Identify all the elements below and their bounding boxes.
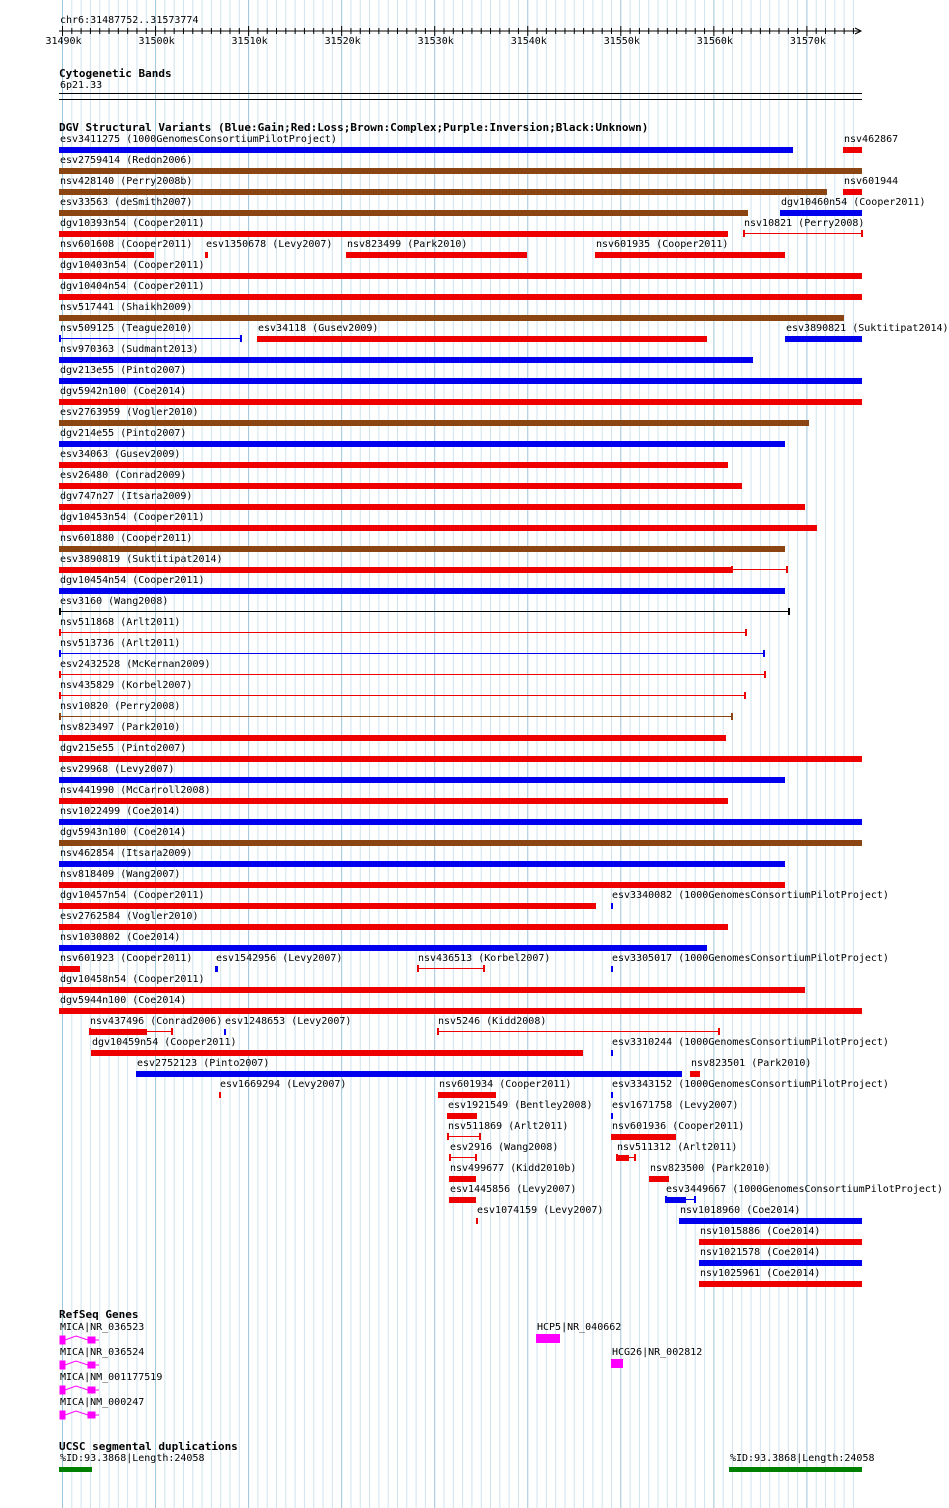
- ruler-tick-label: 31540k: [510, 36, 547, 47]
- variant-label: nsv1018960 (Coe2014): [680, 1205, 801, 1216]
- variant-line[interactable]: [59, 653, 764, 654]
- segdup-label: %ID:93.3868|Length:24058: [730, 1453, 875, 1464]
- cytoband-label: 6p21.33: [60, 80, 103, 91]
- variant-end-tick: [743, 230, 745, 237]
- gene-model[interactable]: [59, 1359, 104, 1371]
- variant-label: nsv437496 (Conrad2006): [90, 1016, 223, 1027]
- variant-label: dgv214e55 (Pinto2007): [60, 428, 187, 439]
- variant-label: esv1542956 (Levy2007): [216, 953, 343, 964]
- ruler-tick-label: 31560k: [696, 36, 733, 47]
- variant-label: nsv511868 (Arlt2011): [60, 617, 181, 628]
- variant-label: nsv823500 (Park2010): [650, 1163, 771, 1174]
- variant-end-tick: [665, 1196, 667, 1203]
- variant-bar[interactable]: [346, 252, 527, 258]
- variant-end-tick: [634, 1154, 636, 1161]
- cytoband-line-bottom: [59, 99, 862, 100]
- variant-label: esv3343152 (1000GenomesConsortiumPilotProject): [612, 1079, 889, 1090]
- variant-label: dgv10459n54 (Cooper2011): [92, 1037, 237, 1048]
- variant-label: nsv517441 (Shaikh2009): [60, 302, 193, 313]
- variant-bar[interactable]: [136, 1071, 682, 1077]
- variant-end-tick: [59, 713, 61, 720]
- variant-label: nsv509125 (Teague2010): [60, 323, 193, 334]
- ruler-tick-label: 31550k: [603, 36, 640, 47]
- variant-end-tick: [447, 1133, 449, 1140]
- gene-label: HCP5|NR_040662: [537, 1322, 622, 1333]
- ruler-tick-label: 31520k: [324, 36, 361, 47]
- position-ruler: [0, 0, 890, 60]
- variant-line[interactable]: [59, 632, 746, 633]
- cytoband-track-title: Cytogenetic Bands: [59, 67, 172, 80]
- gene-exon: [60, 1361, 65, 1369]
- variant-bar[interactable]: [59, 420, 809, 426]
- variant-bar[interactable]: [59, 189, 827, 195]
- variant-label: dgv215e55 (Pinto2007): [60, 743, 187, 754]
- variant-label: nsv511869 (Arlt2011): [448, 1121, 569, 1132]
- variant-bar[interactable]: [59, 252, 154, 258]
- variant-label: nsv511312 (Arlt2011): [617, 1142, 738, 1153]
- gene-intron: [65, 1361, 88, 1365]
- variant-label: nsv462854 (Itsara2009): [60, 848, 193, 859]
- gene-exon: [88, 1412, 91, 1418]
- ruler-tick-label: 31530k: [417, 36, 454, 47]
- gene-model[interactable]: [59, 1384, 104, 1396]
- ruler-tick-label: 31510k: [231, 36, 268, 47]
- variant-bar[interactable]: [91, 1050, 583, 1056]
- variant-label: esv2759414 (Redon2006): [60, 155, 193, 166]
- variant-line[interactable]: [449, 1157, 476, 1158]
- variant-bar[interactable]: [665, 1197, 686, 1203]
- variant-bar[interactable]: [59, 168, 862, 174]
- variant-bar[interactable]: [224, 1029, 226, 1035]
- variant-label: nsv601608 (Cooper2011): [60, 239, 193, 250]
- variant-bar[interactable]: [611, 903, 613, 909]
- variant-label: esv1350678 (Levy2007): [206, 239, 333, 250]
- variant-bar[interactable]: [438, 1092, 496, 1098]
- variant-line[interactable]: [59, 695, 745, 696]
- variant-bar[interactable]: [59, 756, 862, 762]
- variant-label: nsv823501 (Park2010): [691, 1058, 812, 1069]
- variant-bar[interactable]: [843, 147, 862, 153]
- variant-bar[interactable]: [59, 1008, 862, 1014]
- variant-bar[interactable]: [59, 399, 862, 405]
- variant-label: dgv213e55 (Pinto2007): [60, 365, 187, 376]
- locus-label: chr6:31487752..31573774: [60, 15, 199, 26]
- variant-label: esv3411275 (1000GenomesConsortiumPilotProject): [60, 134, 337, 145]
- variant-label: dgv10393n54 (Cooper2011): [60, 218, 205, 229]
- gene-exon[interactable]: [611, 1359, 623, 1368]
- variant-line[interactable]: [437, 1031, 719, 1032]
- variant-label: esv3160 (Wang2008): [60, 596, 169, 607]
- variant-bar[interactable]: [59, 777, 785, 783]
- ruler-tick-label: 31490k: [45, 36, 82, 47]
- variant-line[interactable]: [731, 569, 787, 570]
- variant-bar[interactable]: [611, 1092, 613, 1098]
- variant-bar[interactable]: [699, 1260, 862, 1266]
- variant-bar[interactable]: [59, 987, 805, 993]
- gene-exon: [60, 1411, 65, 1419]
- variant-label: nsv462867: [844, 134, 899, 145]
- gene-exon[interactable]: [536, 1334, 560, 1343]
- variant-label: esv1921549 (Bentley2008): [448, 1100, 593, 1111]
- variant-label: esv1248653 (Levy2007): [225, 1016, 352, 1027]
- variant-bar[interactable]: [59, 315, 844, 321]
- variant-bar[interactable]: [59, 483, 742, 489]
- variant-label: nsv601944: [844, 176, 899, 187]
- variant-bar[interactable]: [690, 1071, 700, 1077]
- variant-end-tick: [59, 629, 61, 636]
- variant-label: nsv428140 (Perry2008b): [60, 176, 193, 187]
- variant-label: esv34118 (Gusev2009): [258, 323, 379, 334]
- variant-label: nsv1021578 (Coe2014): [700, 1247, 821, 1258]
- segdup-bar[interactable]: [59, 1467, 92, 1472]
- variant-bar[interactable]: [257, 336, 707, 342]
- variant-line[interactable]: [417, 968, 484, 969]
- variant-bar[interactable]: [59, 231, 728, 237]
- gene-exon: [88, 1337, 91, 1343]
- variant-bar[interactable]: [699, 1239, 862, 1245]
- variant-label: nsv5246 (Kidd2008): [438, 1016, 547, 1027]
- variant-label: esv3890821 (Suktitipat2014): [786, 323, 949, 334]
- variant-label: dgv10454n54 (Cooper2011): [60, 575, 205, 586]
- ruler-tick-label: 31500k: [138, 36, 175, 47]
- gene-exon: [92, 1362, 95, 1368]
- variant-label: nsv601935 (Cooper2011): [596, 239, 729, 250]
- variant-bar[interactable]: [59, 210, 748, 216]
- variant-bar[interactable]: [59, 441, 785, 447]
- variant-label: dgv10404n54 (Cooper2011): [60, 281, 205, 292]
- variant-bar[interactable]: [780, 210, 862, 216]
- variant-end-tick: [475, 1154, 477, 1161]
- variant-label: nsv1030802 (Coe2014): [60, 932, 181, 943]
- variant-label: esv2762584 (Vogler2010): [60, 911, 199, 922]
- variant-bar[interactable]: [611, 1113, 613, 1119]
- variant-bar[interactable]: [59, 294, 862, 300]
- variant-bar[interactable]: [59, 504, 805, 510]
- variant-bar[interactable]: [59, 357, 753, 363]
- variant-label: dgv5942n100 (Coe2014): [60, 386, 187, 397]
- variant-end-tick: [731, 566, 733, 573]
- variant-end-tick: [731, 713, 733, 720]
- variant-bar[interactable]: [59, 462, 728, 468]
- variant-bar[interactable]: [59, 378, 862, 384]
- variant-bar[interactable]: [59, 819, 862, 825]
- variant-bar[interactable]: [215, 966, 218, 972]
- variant-bar[interactable]: [59, 273, 862, 279]
- variant-label: nsv436513 (Korbel2007): [418, 953, 551, 964]
- variant-label: esv2432528 (McKernan2009): [60, 659, 211, 670]
- variant-bar[interactable]: [449, 1197, 476, 1203]
- variant-label: esv34063 (Gusev2009): [60, 449, 181, 460]
- variant-end-tick: [861, 230, 863, 237]
- variant-label: dgv10457n54 (Cooper2011): [60, 890, 205, 901]
- variant-bar[interactable]: [59, 861, 785, 867]
- ruler-axis: [0, 0, 890, 60]
- variant-bar[interactable]: [205, 252, 208, 258]
- variant-bar[interactable]: [449, 1176, 476, 1182]
- variant-label: esv3449667 (1000GenomesConsortiumPilotProject): [666, 1184, 943, 1195]
- gene-intron: [65, 1386, 88, 1390]
- variant-bar[interactable]: [649, 1176, 669, 1182]
- variant-bar[interactable]: [59, 903, 596, 909]
- variant-label: esv26480 (Conrad2009): [60, 470, 187, 481]
- variant-end-tick: [449, 1154, 451, 1161]
- variant-label: nsv499677 (Kidd2010b): [450, 1163, 577, 1174]
- variant-bar[interactable]: [59, 966, 80, 972]
- variant-bar[interactable]: [679, 1218, 862, 1224]
- gene-label: MICA|NM_001177519: [60, 1372, 163, 1383]
- variant-label: nsv1015886 (Coe2014): [700, 1226, 821, 1237]
- variant-bar[interactable]: [89, 1029, 147, 1035]
- gene-exon: [92, 1337, 95, 1343]
- variant-end-tick: [745, 629, 747, 636]
- variant-bar[interactable]: [595, 252, 785, 258]
- variant-line[interactable]: [59, 338, 241, 339]
- variant-bar[interactable]: [59, 840, 862, 846]
- variant-label: nsv10820 (Perry2008): [60, 701, 181, 712]
- variant-label: esv3305017 (1000GenomesConsortiumPilotProject): [612, 953, 889, 964]
- variant-bar[interactable]: [611, 966, 613, 972]
- variant-bar[interactable]: [611, 1134, 676, 1140]
- cytoband-line-top: [59, 93, 862, 94]
- variant-end-tick: [744, 692, 746, 699]
- segdup-track-title: UCSC segmental duplications: [59, 1440, 238, 1453]
- gene-label: MICA|NM_000247: [60, 1397, 145, 1408]
- segdup-label: %ID:93.3868|Length:24058: [60, 1453, 205, 1464]
- variant-end-tick: [788, 608, 790, 615]
- variant-label: dgv5944n100 (Coe2014): [60, 995, 187, 1006]
- variant-end-tick: [59, 608, 61, 615]
- variant-bar[interactable]: [59, 546, 785, 552]
- variant-line[interactable]: [59, 674, 765, 675]
- variant-label: esv1445856 (Levy2007): [450, 1184, 577, 1195]
- variant-label: nsv601880 (Cooper2011): [60, 533, 193, 544]
- refseq-track-title: RefSeq Genes: [59, 1308, 139, 1321]
- variant-label: esv1669294 (Levy2007): [220, 1079, 347, 1090]
- variant-label: esv33563 (deSmith2007): [60, 197, 193, 208]
- variant-label: esv1671758 (Levy2007): [612, 1100, 739, 1111]
- variant-label: nsv441990 (McCarroll2008): [60, 785, 211, 796]
- gene-exon: [88, 1387, 91, 1393]
- gene-exon: [92, 1412, 95, 1418]
- variant-label: esv3310244 (1000GenomesConsortiumPilotProject): [612, 1037, 889, 1048]
- variant-label: nsv601936 (Cooper2011): [612, 1121, 745, 1132]
- variant-label: esv2763959 (Vogler2010): [60, 407, 199, 418]
- variant-end-tick: [479, 1133, 481, 1140]
- variant-line[interactable]: [616, 1157, 635, 1158]
- variant-label: esv29968 (Levy2007): [60, 764, 175, 775]
- variant-end-tick: [59, 692, 61, 699]
- gene-intron: [65, 1336, 88, 1340]
- variant-label: nsv1025961 (Coe2014): [700, 1268, 821, 1279]
- variant-end-tick: [483, 965, 485, 972]
- variant-label: nsv513736 (Arlt2011): [60, 638, 181, 649]
- variant-label: esv2916 (Wang2008): [450, 1142, 559, 1153]
- variant-label: dgv10458n54 (Cooper2011): [60, 974, 205, 985]
- variant-bar[interactable]: [59, 798, 728, 804]
- variant-bar[interactable]: [59, 924, 728, 930]
- variant-bar[interactable]: [59, 147, 793, 153]
- variant-line[interactable]: [665, 1199, 695, 1200]
- variant-line[interactable]: [89, 1031, 172, 1032]
- variant-line[interactable]: [743, 233, 862, 234]
- gene-intron: [65, 1411, 88, 1415]
- variant-bar[interactable]: [59, 567, 731, 573]
- variant-bar[interactable]: [59, 945, 707, 951]
- variant-bar[interactable]: [59, 588, 785, 594]
- variant-label: dgv10460n54 (Cooper2011): [781, 197, 926, 208]
- variant-end-tick: [616, 1154, 618, 1161]
- variant-end-tick: [763, 650, 765, 657]
- gene-label: HCG26|NR_002812: [612, 1347, 703, 1358]
- variant-bar[interactable]: [785, 336, 862, 342]
- gene-exon: [60, 1386, 65, 1394]
- variant-end-tick: [59, 671, 61, 678]
- variant-label: dgv10453n54 (Cooper2011): [60, 512, 205, 523]
- gene-exon: [92, 1387, 95, 1393]
- variant-label: nsv1022499 (Coe2014): [60, 806, 181, 817]
- variant-label: esv3890819 (Suktitipat2014): [60, 554, 223, 565]
- variant-label: nsv10821 (Perry2008): [744, 218, 865, 229]
- variant-label: esv1074159 (Levy2007): [477, 1205, 604, 1216]
- variant-label: esv2752123 (Pinto2007): [137, 1058, 270, 1069]
- variant-label: nsv823499 (Park2010): [347, 239, 468, 250]
- variant-end-tick: [437, 1028, 439, 1035]
- dgv-track-title: DGV Structural Variants (Blue:Gain;Red:Loss;Brown:Complex;Purple:Inversion;Black:Unknown): [59, 121, 649, 134]
- gene-label: MICA|NR_036524: [60, 1347, 145, 1358]
- ruler-tick-label: 31570k: [789, 36, 826, 47]
- variant-label: dgv5943n100 (Coe2014): [60, 827, 187, 838]
- variant-line[interactable]: [447, 1136, 480, 1137]
- variant-end-tick: [764, 671, 766, 678]
- variant-end-tick: [171, 1028, 173, 1035]
- variant-end-tick: [59, 335, 61, 342]
- variant-bar[interactable]: [219, 1092, 221, 1098]
- gene-model[interactable]: [59, 1409, 104, 1421]
- variant-end-tick: [240, 335, 242, 342]
- variant-end-tick: [89, 1028, 91, 1035]
- variant-label: dgv747n27 (Itsara2009): [60, 491, 193, 502]
- gene-label: MICA|NR_036523: [60, 1322, 145, 1333]
- variant-end-tick: [417, 965, 419, 972]
- variant-label: nsv818409 (Wang2007): [60, 869, 181, 880]
- variant-label: nsv970363 (Sudmant2013): [60, 344, 199, 355]
- variant-bar[interactable]: [843, 189, 862, 195]
- variant-label: esv3340082 (1000GenomesConsortiumPilotProject): [612, 890, 889, 901]
- variant-bar[interactable]: [476, 1218, 478, 1224]
- variant-bar[interactable]: [59, 882, 785, 888]
- variant-end-tick: [694, 1196, 696, 1203]
- variant-end-tick: [59, 650, 61, 657]
- gene-exon: [60, 1336, 65, 1344]
- variant-bar[interactable]: [59, 525, 817, 531]
- variant-label: nsv435829 (Korbel2007): [60, 680, 193, 691]
- variant-line[interactable]: [59, 611, 789, 612]
- variant-label: dgv10403n54 (Cooper2011): [60, 260, 205, 271]
- variant-end-tick: [718, 1028, 720, 1035]
- variant-line[interactable]: [59, 716, 732, 717]
- variant-label: nsv823497 (Park2010): [60, 722, 181, 733]
- segdup-bar[interactable]: [729, 1467, 862, 1472]
- gene-exon: [88, 1362, 91, 1368]
- variant-bar[interactable]: [59, 735, 726, 741]
- variant-label: nsv601923 (Cooper2011): [60, 953, 193, 964]
- variant-label: nsv601934 (Cooper2011): [439, 1079, 572, 1090]
- gene-model[interactable]: [59, 1334, 104, 1346]
- variant-bar[interactable]: [611, 1050, 613, 1056]
- variant-bar[interactable]: [699, 1281, 862, 1287]
- variant-end-tick: [786, 566, 788, 573]
- variant-bar[interactable]: [447, 1113, 477, 1119]
